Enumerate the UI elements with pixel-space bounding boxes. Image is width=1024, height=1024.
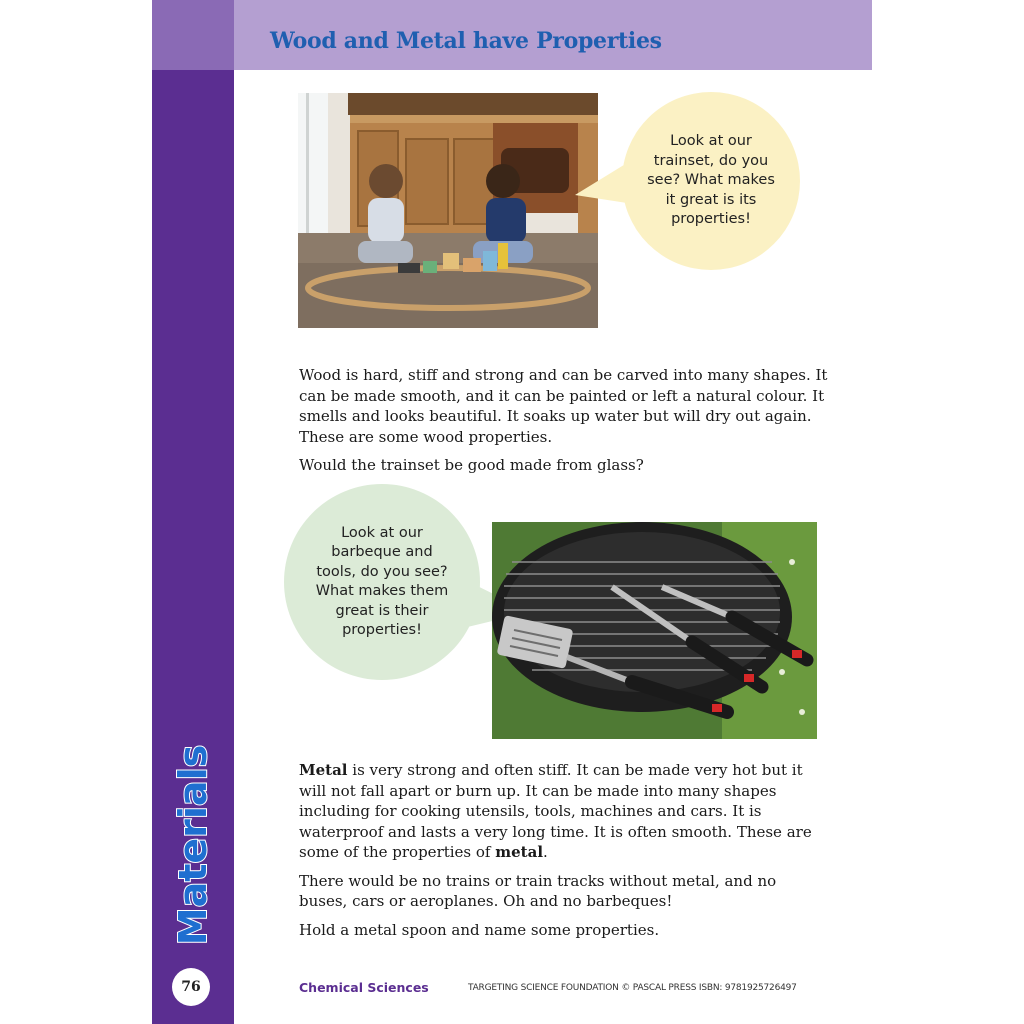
wood-question: Would the trainset be good made from glass? <box>299 456 644 474</box>
page-title: Wood and Metal have Properties <box>270 28 662 54</box>
metal-bold-end: metal <box>495 843 544 861</box>
metal-text-block <box>299 760 829 948</box>
bubble-line: tools, do you see? <box>316 563 448 580</box>
footer-credit: TARGETING SCIENCE FOUNDATION © PASCAL PRESS ISBN: 9781925726497 <box>468 983 797 993</box>
bubble-line: properties! <box>671 211 751 228</box>
barbeque-photo <box>492 522 817 739</box>
section-label: Materials <box>171 744 215 946</box>
footer-section: Chemical Sciences <box>299 980 429 995</box>
bubble-line: see? What makes <box>647 172 775 189</box>
barbeque-speech-bubble <box>284 484 480 680</box>
bubble-line: it great is its <box>665 191 757 208</box>
metal-paragraph-text: is very strong and often stiff. It can be made very hot but it will not fall apart or burn up. It can be made into many shapes including for cooking utensils, tools, machines and cars. It is waterproof and lasts a very long time. It is often smooth. These are some of the properties of <box>299 761 812 861</box>
page-number: 76 <box>172 968 210 1006</box>
bubble-line: Look at our <box>341 524 423 541</box>
metal-paragraph-2: There would be no trains or train tracks without metal, and no buses, cars or aeroplanes. Oh and no barbeques! <box>299 871 777 910</box>
bubble-line: trainset, do you <box>653 152 769 169</box>
metal-activity: Hold a metal spoon and name some properties. <box>299 920 660 939</box>
metal-paragraph <box>299 760 829 863</box>
wood-text-block <box>299 365 829 484</box>
bubble-line: barbeque and <box>331 544 433 560</box>
trainset-photo <box>298 93 598 328</box>
bubble-line: great is their <box>335 602 429 619</box>
wood-paragraph: Wood is hard, stiff and strong and can be carved into many shapes. It can be made smooth, and it can be painted or left a natural colour. It smells and looks beautiful. It soaks up water but will dry out again. These are some wood properties. <box>299 366 828 446</box>
trainset-speech-bubble <box>622 92 800 270</box>
bubble-line: properties! <box>342 622 422 638</box>
bubble-line: What makes them <box>315 583 449 599</box>
metal-bold-word: Metal <box>299 761 348 779</box>
sidebar-top-block <box>152 0 234 70</box>
bubble-line: Look at our <box>670 133 752 150</box>
metal-paragraph-period: . <box>543 843 548 861</box>
